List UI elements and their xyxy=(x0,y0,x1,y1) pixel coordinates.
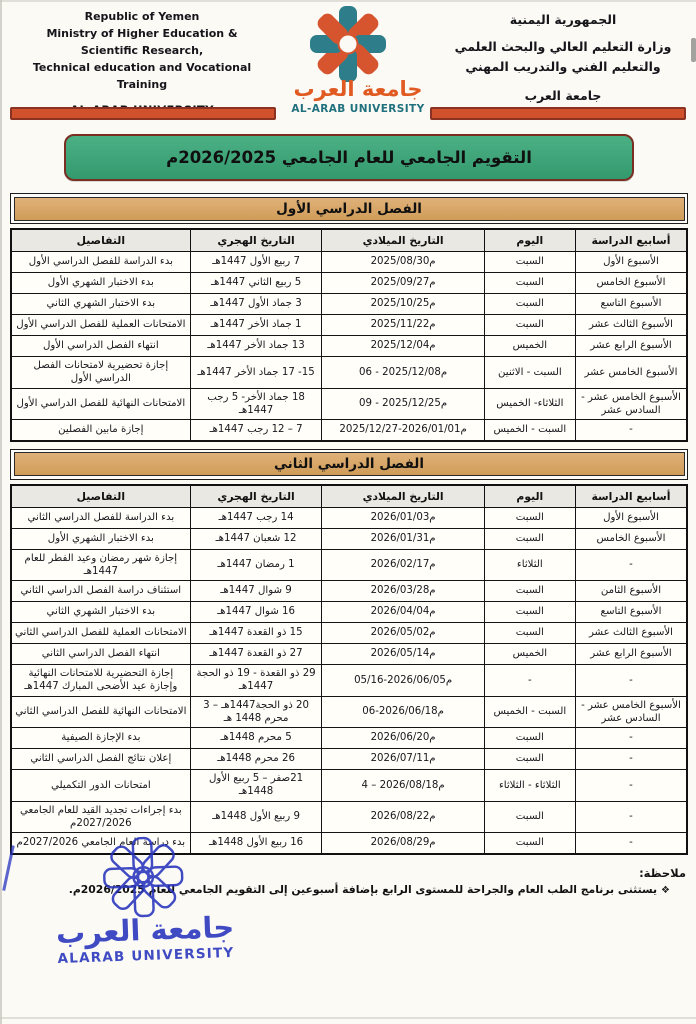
cell-details: امتحانات الدور التكميلي xyxy=(11,770,190,802)
cell-day: السبت xyxy=(484,528,575,549)
cell-week: الأسبوع الثامن xyxy=(575,581,687,602)
cell-details: بدء دراسة العام الجامعي 2027/2026م xyxy=(11,833,190,854)
cell-day: السبت xyxy=(484,728,575,749)
table-row xyxy=(11,336,687,357)
cell-details: إجازة تحضيرية لامتحانات الفصل الدراسي الأول xyxy=(11,357,190,389)
cell-day: الخميس xyxy=(484,336,575,357)
cell-week: - xyxy=(575,420,687,441)
cell-gregorian-date: م2025/09/27 xyxy=(322,273,484,294)
cell-gregorian-date: م2025/12/08 - 06 xyxy=(322,357,484,389)
calendar-content xyxy=(10,193,688,896)
cell-gregorian-date: م2026/05/14 xyxy=(322,644,484,665)
semester-2-section xyxy=(10,449,688,855)
cell-hijri-date: 1 جماد الأخر 1447هـ xyxy=(190,315,322,336)
cell-day: السبت - الخميس xyxy=(484,696,575,728)
cell-details: الامتحانات العملية للفصل الدراسي الثاني xyxy=(11,623,190,644)
table-row xyxy=(11,581,687,602)
cell-day: الثلاثاء - الثلاثاء xyxy=(484,770,575,802)
cell-week: - xyxy=(575,549,687,581)
header-line: Ministry of Higher Education & xyxy=(46,27,238,41)
cell-day: السبت xyxy=(484,273,575,294)
logo-wordmark-arabic: جامعة العرب xyxy=(293,77,423,101)
table-row xyxy=(11,665,687,697)
cell-hijri-date: 20 ذو الحجة1447هـ – 3 محرم 1448 هـ xyxy=(190,696,322,728)
cell-details: بدء الاختبار الشهري الثاني xyxy=(11,294,190,315)
table-row xyxy=(11,801,687,833)
cell-hijri-date: 15 ذو القعدة 1447هـ xyxy=(190,623,322,644)
header-line: وزارة التعليم العالي والبحث العلمي xyxy=(454,39,672,54)
cell-details: بدء الاختبار الشهري الثاني xyxy=(11,602,190,623)
stamp-arabic-text: جامعة العرب xyxy=(55,909,235,951)
cell-details: إعلان نتائج الفصل الدراسي الثاني xyxy=(11,749,190,770)
cell-hijri-date: 27 ذو القعدة 1447هـ xyxy=(190,644,322,665)
scan-corner-mark xyxy=(691,38,696,62)
table-row xyxy=(11,507,687,528)
cell-details: بدء الإجازة الصيفية xyxy=(11,728,190,749)
note-body: يستثنى برنامج الطب العام والجراحة للمستوى الرابع بإضافة أسبوعين إلى التقويم الجامعي للعام 2026/2025م. xyxy=(68,882,658,896)
cell-day: السبت xyxy=(484,315,575,336)
header-arabic-block xyxy=(444,10,682,106)
cell-details: انتهاء الفصل الدراسي الأول xyxy=(11,336,190,357)
cell-week: الأسبوع الأول xyxy=(575,252,687,273)
cell-gregorian-date: م2025/12/25 - 09 xyxy=(322,388,484,420)
header-line: Technical education and Vocational Training xyxy=(32,61,252,92)
cell-day: السبت xyxy=(484,801,575,833)
cell-gregorian-date: م2026/01/03 xyxy=(322,507,484,528)
cell-hijri-date: 13 جماد الأخر 1447هـ xyxy=(190,336,322,357)
col-header-weeks: أسابيع الدراسة xyxy=(575,485,687,508)
cell-details: الامتحانات العملية للفصل الدراسي الأول xyxy=(11,315,190,336)
cell-gregorian-date: م2026/02/17 xyxy=(322,549,484,581)
cell-details: بدء الدراسة للفصل الدراسي الأول xyxy=(11,252,190,273)
table-row xyxy=(11,273,687,294)
cell-hijri-date: 18 جماد الأخر- 5 رجب 1447هـ xyxy=(190,388,322,420)
cell-details: إجازة مابين الفصلين xyxy=(11,420,190,441)
cell-details: بدء الاختبار الشهري الأول xyxy=(11,528,190,549)
divider-bar-left xyxy=(10,107,276,120)
header-line: الجمهورية اليمنية xyxy=(509,12,617,27)
cell-week: الأسبوع الثالث عشر xyxy=(575,623,687,644)
table-row xyxy=(11,388,687,420)
cell-gregorian-date: م2026/06/20 xyxy=(322,728,484,749)
cell-week: الأسبوع الرابع عشر xyxy=(575,336,687,357)
cell-week: الأسبوع الخامس عشر - السادس عشر xyxy=(575,696,687,728)
table-row xyxy=(11,602,687,623)
header-line: Scientific Research, xyxy=(80,44,204,58)
university-logo-icon xyxy=(306,2,390,86)
cell-day: الثلاثاء xyxy=(484,549,575,581)
semester-1-banner-label: الفصل الدراسي الأول xyxy=(14,197,685,221)
table-row xyxy=(11,833,687,854)
col-header-hijri: التاريخ الهجري xyxy=(190,229,322,252)
col-header-gregorian: التاريخ الميلادي xyxy=(322,229,484,252)
cell-details: الامتحانات النهائية للفصل الدراسي الثاني xyxy=(11,696,190,728)
cell-hijri-date: 21صفر – 5 ربيع الأول 1448هـ xyxy=(190,770,322,802)
cell-details: بدء الدراسة للفصل الدراسي الثاني xyxy=(11,507,190,528)
cell-details: بدء إجراءات تجديد القيد للعام الجامعي 2027/2026م xyxy=(11,801,190,833)
cell-week: - xyxy=(575,665,687,697)
cell-day: - xyxy=(484,665,575,697)
cell-gregorian-date: م2025/12/04 xyxy=(322,336,484,357)
cell-day: الخميس xyxy=(484,644,575,665)
table-row xyxy=(11,252,687,273)
cell-week: الأسبوع التاسع xyxy=(575,294,687,315)
cell-week: - xyxy=(575,749,687,770)
page-title: التقويم الجامعي للعام الجامعي 2026/2025م xyxy=(64,134,634,181)
col-header-gregorian: التاريخ الميلادي xyxy=(322,485,484,508)
cell-week: - xyxy=(575,833,687,854)
cell-hijri-date: 15- 17 جماد الأخر 1447هـ xyxy=(190,357,322,389)
semester-1-table xyxy=(10,228,688,442)
scan-edge-left xyxy=(0,0,2,1024)
table-row xyxy=(11,528,687,549)
semester-1-banner xyxy=(10,193,688,224)
note-text xyxy=(10,883,686,896)
cell-gregorian-date: م2026/07/11 xyxy=(322,749,484,770)
cell-hijri-date: 9 شوال 1447هـ xyxy=(190,581,322,602)
cell-week: الأسبوع الأول xyxy=(575,507,687,528)
cell-hijri-date: 16 شوال 1447هـ xyxy=(190,602,322,623)
col-header-details: التفاصيل xyxy=(11,485,190,508)
cell-week: الأسبوع الخامس عشر - السادس عشر xyxy=(575,388,687,420)
semester-1-section xyxy=(10,193,688,442)
cell-day: السبت xyxy=(484,581,575,602)
table-row xyxy=(11,644,687,665)
semester-2-table xyxy=(10,484,688,855)
cell-gregorian-date: م2025/08/30 xyxy=(322,252,484,273)
cell-hijri-date: 14 رجب 1447هـ xyxy=(190,507,322,528)
cell-week: - xyxy=(575,801,687,833)
cell-hijri-date: 5 ربيع الثاني 1447هـ xyxy=(190,273,322,294)
cell-hijri-date: 5 محرم 1448هـ xyxy=(190,728,322,749)
scan-edge-top xyxy=(0,0,696,2)
cell-gregorian-date: م2026/04/04 xyxy=(322,602,484,623)
note-label: ملاحظة: xyxy=(639,865,686,880)
cell-gregorian-date: م2026/05/02 xyxy=(322,623,484,644)
cell-day: السبت xyxy=(484,623,575,644)
cell-hijri-date: 16 ربيع الأول 1448هـ xyxy=(190,833,322,854)
cell-week: الأسبوع الثالث عشر xyxy=(575,315,687,336)
cell-day: السبت xyxy=(484,602,575,623)
cell-details: الامتحانات النهائية للفصل الدراسي الأول xyxy=(11,388,190,420)
cell-gregorian-date: م2026/03/28 xyxy=(322,581,484,602)
cell-hijri-date: 9 ربيع الأول 1448هـ xyxy=(190,801,322,833)
cell-hijri-date: 29 ذو القعدة - 19 ذو الحجة 1447هـ xyxy=(190,665,322,697)
col-header-day: اليوم xyxy=(484,229,575,252)
cell-details: إجازة شهر رمضان وعيد الفطر للعام 1447هـ xyxy=(11,549,190,581)
cell-day: السبت xyxy=(484,749,575,770)
cell-gregorian-date: م2026/01/31 xyxy=(322,528,484,549)
table-row xyxy=(11,315,687,336)
cell-hijri-date: 26 محرم 1448هـ xyxy=(190,749,322,770)
table-row xyxy=(11,294,687,315)
logo-wordmark xyxy=(277,78,439,115)
cell-gregorian-date: م2025/10/25 xyxy=(322,294,484,315)
cell-hijri-date: 7 ربيع الأول 1447هـ xyxy=(190,252,322,273)
cell-day: السبت xyxy=(484,252,575,273)
cell-details: انتهاء الفصل الدراسي الثاني xyxy=(11,644,190,665)
cell-week: الأسبوع الرابع عشر xyxy=(575,644,687,665)
scan-edge-bottom xyxy=(0,1017,696,1019)
cell-details: بدء الاختبار الشهري الأول xyxy=(11,273,190,294)
table-row xyxy=(11,623,687,644)
cell-day: السبت xyxy=(484,294,575,315)
stamp-english-text: ALARAB UNIVERSITY xyxy=(57,944,235,968)
table-row xyxy=(11,420,687,441)
divider-bar-right xyxy=(430,107,686,120)
table-row xyxy=(11,357,687,389)
table-row xyxy=(11,770,687,802)
header-english-block xyxy=(8,8,276,120)
table-header-row xyxy=(11,485,687,508)
cell-week: - xyxy=(575,770,687,802)
cell-gregorian-date: م2025/11/22 xyxy=(322,315,484,336)
cell-day: الثلاثاء- الخميس xyxy=(484,388,575,420)
header-university-name-ar: جامعة العرب xyxy=(524,88,602,103)
cell-gregorian-date: م2026/01/01-2025/12/27 xyxy=(322,420,484,441)
header-line: والتعليم الفني والتدريب المهني xyxy=(465,59,661,74)
cell-week: الأسبوع الخامس xyxy=(575,528,687,549)
header-line: Republic of Yemen xyxy=(84,10,200,23)
table-row xyxy=(11,696,687,728)
cell-details: استئناف دراسة الفصل الدراسي الثاني xyxy=(11,581,190,602)
cell-hijri-date: 12 شعبان 1447هـ xyxy=(190,528,322,549)
cell-gregorian-date: م2026/06/18-06 xyxy=(322,696,484,728)
cell-week: الأسبوع الخامس عشر xyxy=(575,357,687,389)
cell-gregorian-date: م2026/06/05-05/16 xyxy=(322,665,484,697)
cell-day: السبت xyxy=(484,833,575,854)
semester-2-banner-label: الفصل الدراسي الثاني xyxy=(14,452,685,476)
cell-gregorian-date: م2026/08/18 – 4 xyxy=(322,770,484,802)
col-header-details: التفاصيل xyxy=(11,229,190,252)
cell-week: الأسبوع التاسع xyxy=(575,602,687,623)
table-row xyxy=(11,549,687,581)
cell-hijri-date: 1 رمضان 1447هـ xyxy=(190,549,322,581)
cell-week: - xyxy=(575,728,687,749)
col-header-weeks: أسابيع الدراسة xyxy=(575,229,687,252)
cell-week: الأسبوع الخامس xyxy=(575,273,687,294)
table-row xyxy=(11,749,687,770)
table-row xyxy=(11,728,687,749)
note-bullet-icon: ❖ xyxy=(661,884,670,896)
table-header-row xyxy=(11,229,687,252)
cell-hijri-date: 3 جماد الأول 1447هـ xyxy=(190,294,322,315)
cell-details: إجازة التحضيرية للامتحانات النهائية وإجازة عيد الأضحى المبارك 1447هـ xyxy=(11,665,190,697)
col-header-hijri: التاريخ الهجري xyxy=(190,485,322,508)
cell-hijri-date: 7 – 12 رجب 1447هـ xyxy=(190,420,322,441)
cell-gregorian-date: م2026/08/29 xyxy=(322,833,484,854)
cell-day: السبت - الخميس xyxy=(484,420,575,441)
logo-wordmark-english: AL-ARAB UNIVERSITY xyxy=(291,103,425,116)
cell-day: السبت xyxy=(484,507,575,528)
cell-day: السبت - الاثنين xyxy=(484,357,575,389)
semester-2-banner xyxy=(10,449,688,480)
cell-gregorian-date: م2026/08/22 xyxy=(322,801,484,833)
footnote xyxy=(10,866,688,896)
col-header-day: اليوم xyxy=(484,485,575,508)
